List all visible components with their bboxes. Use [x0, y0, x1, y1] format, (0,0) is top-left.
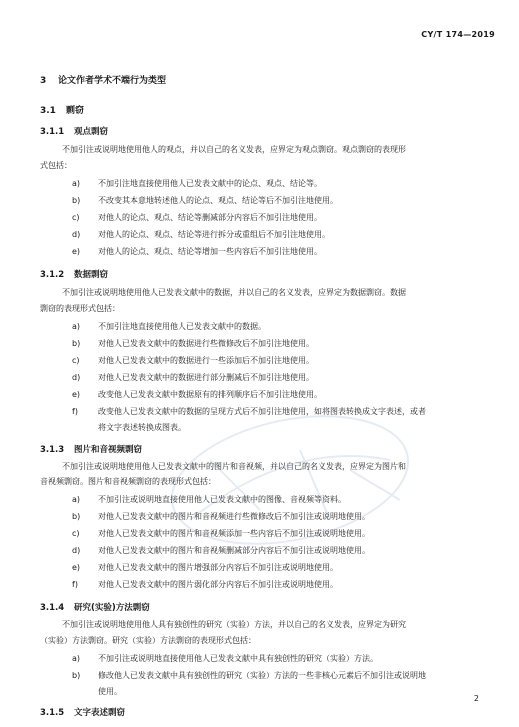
list-item: a) 不加引注或说明地直接使用他人已发表文献中具有独创性的研究（实验）方法。: [72, 654, 378, 663]
list-item: b) 对他人已发表文献中的图片和音视频进行些微修改后不加引注或说明地使用。: [72, 512, 370, 521]
paragraph-line: 不加引注或说明地使用他人已发表文献中的数据，并以自己的名义发表，应界定为数据剽窃。数据: [62, 288, 406, 297]
list-item: b) 不改变其本意地转述他人的论点、观点、结论等后不加引注地使用。: [72, 196, 338, 205]
section-3-1-1-heading: [40, 125, 108, 137]
list-item: d) 对他人已发表文献中的图片和音视频删减部分内容后不加引注或说明地使用。: [72, 546, 370, 555]
section-title: 研究(实验)方法剽窃: [74, 603, 150, 613]
list-item: f) 对他人已发表文献中的图片弱化部分内容后不加引注或说明地使用。: [72, 580, 338, 589]
list-item: a) 不加引注或说明地直接使用他人已发表文献中的图像、音视频等资料。: [72, 495, 346, 504]
section-number: 3.1.1: [40, 127, 65, 137]
paragraph-line: 式包括：: [40, 161, 72, 170]
section-title: 图片和音视频剽窃: [74, 445, 143, 455]
list-item: d) 对他人的论点、观点、结论等进行拆分或重组后不加引注地使用。: [72, 230, 330, 239]
list-item-continuation: 将文字表述转换成图表。: [98, 423, 186, 432]
paragraph-line: 音视频剽窃。图片和音视频剽窃的表现形式包括：: [40, 477, 216, 486]
list-item: e) 对他人已发表文献中的图片增强部分内容后不加引注或说明地使用。: [72, 563, 338, 572]
list-item: a) 不加引注地直接使用他人已发表文献中的数据。: [72, 322, 266, 331]
section-number: 3.1: [40, 106, 56, 116]
list-item: e) 改变他人已发表文献中数据原有的排列顺序后不加引注地使用。: [72, 390, 322, 399]
list-item: c) 对他人已发表文献中的数据进行一些添加后不加引注地使用。: [72, 356, 314, 365]
list-item: d) 对他人已发表文献中的数据进行部分删减后不加引注地使用。: [72, 373, 314, 382]
paragraph-line: 不加引注或说明地使用他人已发表文献中的图片和音视频，并以自己的名义发表，应界定为图片和: [62, 462, 406, 471]
list-item: b) 修改他人已发表文献中具有独创性的研究（实验）方法的一些非核心元素后不加引注或说明地: [72, 671, 426, 680]
standard-code: CY/T 174—2019: [421, 30, 495, 39]
section-3-1-5-heading: [40, 706, 125, 718]
section-number: 3.1.5: [40, 708, 65, 718]
section-3-1-4-heading: [40, 601, 150, 613]
section-3-heading: [40, 73, 166, 86]
section-title: 论文作者学术不端行为类型: [58, 76, 167, 86]
list-item: c) 对他人已发表文献中的图片和音视频添加一些内容后不加引注或说明地使用。: [72, 529, 370, 538]
section-number: 3: [40, 76, 47, 86]
list-item: f) 改变他人已发表文献中的数据的呈现方式后不加引注地使用，如将图表转换成文字表述，或者: [72, 407, 426, 416]
section-number: 3.1.3: [40, 445, 65, 455]
list-item: c) 对他人的论点、观点、结论等删减部分内容后不加引注地使用。: [72, 213, 322, 222]
section-3-1-heading: [40, 103, 84, 116]
section-3-1-2-heading: [40, 268, 108, 280]
section-3-1-3-heading: [40, 443, 142, 455]
section-title: 观点剽窃: [74, 127, 109, 137]
paragraph-line: 剽窃的表现形式包括：: [40, 304, 120, 313]
section-number: 3.1.4: [40, 603, 65, 613]
paragraph-line: （实验）方法剽窃。研究（实验）方法剽窃的表现形式包括：: [40, 636, 256, 645]
section-title: 数据剽窃: [74, 270, 109, 280]
list-item: b) 对他人已发表文献中的数据进行些微修改后不加引注地使用。: [72, 339, 314, 348]
section-title: 文字表述剽窃: [74, 708, 126, 718]
page-number: 2: [473, 694, 479, 703]
list-item: e) 对他人的论点、观点、结论等增加一些内容后不加引注地使用。: [72, 247, 322, 256]
paragraph-line: 不加引注或说明地使用他人的观点，并以自己的名义发表，应界定为观点剽窃。观点剽窃的表现形: [62, 145, 406, 154]
paragraph-line: 不加引注或说明地使用他人具有独创性的研究（实验）方法，并以自己的名义发表，应界定为研究: [62, 620, 406, 629]
list-item-continuation: 使用。: [98, 687, 122, 696]
list-item: a) 不加引注地直接使用他人已发表文献中的论点、观点、结论等。: [72, 179, 322, 188]
section-title: 剽窃: [66, 106, 85, 116]
section-number: 3.1.2: [40, 270, 65, 280]
